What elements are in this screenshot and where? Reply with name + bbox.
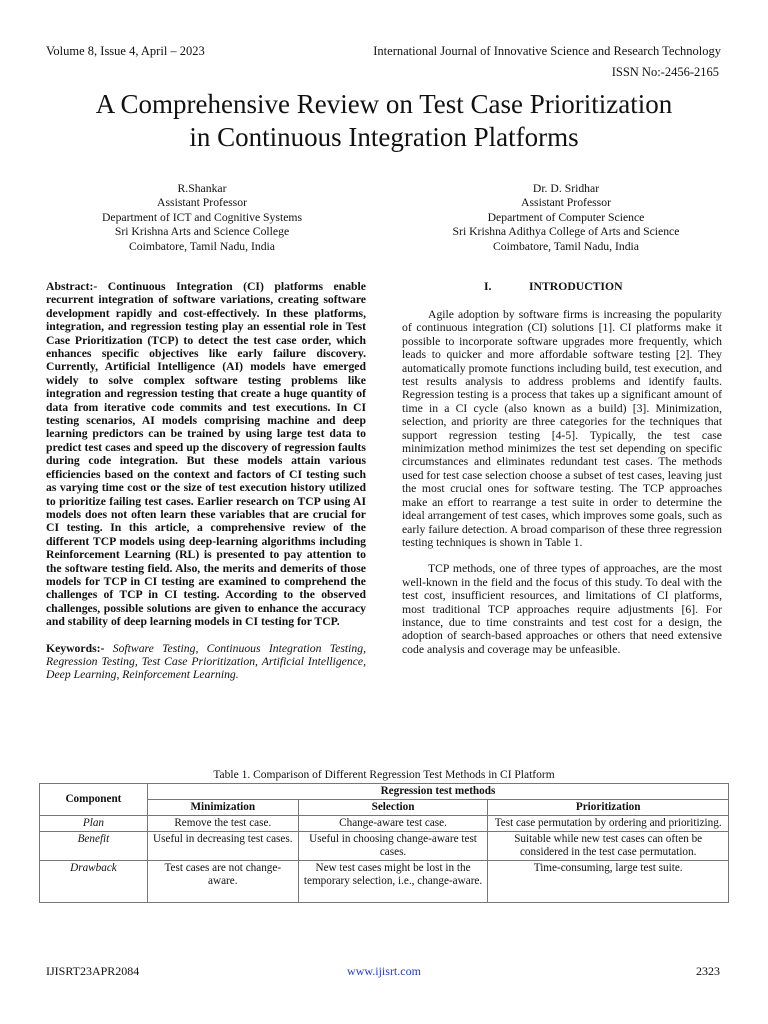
table-cell: Useful in decreasing test cases. (147, 832, 298, 861)
intro-paragraph-2: TCP methods, one of three types of approaches, are the most well-known in the field and the focus of this study. To deal with the test cost, insufficient resources, and limitations of CI platforms, most traditional TCP approaches require adjustments [6]. For instance, due to time constraints and test cost for a design, the adoption of search-based approaches or others that need extensive code analysis and coverage may be unfeasible. (402, 562, 722, 656)
table-cell: Time-consuming, large test suite. (488, 861, 729, 903)
author-department: Department of Computer Science (487, 210, 645, 224)
author-city: Coimbatore, Tamil Nadu, India (128, 239, 275, 253)
row-label: Benefit (40, 832, 148, 861)
table-cell: Test case permutation by ordering and prioritizing. (488, 816, 729, 832)
author-role: Assistant Professor (521, 196, 611, 210)
issn: ISSN No:-2456-2165 (611, 65, 719, 79)
table-row (40, 861, 729, 903)
table-header-row (40, 784, 729, 800)
author-name: R.Shankar (177, 182, 227, 195)
column-header: Minimization (147, 800, 298, 816)
table-cell: Remove the test case. (147, 816, 298, 832)
abstract: Abstract:- Continuous Integration (CI) platforms enable recurrent integration of software variations, creating software development rapidly and cost-effectively. In these platforms, integration, and regression testing play an essential role in Test Case Prioritization (TCP) to detect the test case order, which enhances specific objectives like early failure discovery. Currently, Artificial Intelligence (AI) models have emerged widely to solve complex software testing problems like integration and regression testing that create a huge quantity of data from iterative code commits and test executions. In CI testing scenarios, AI models comprising machine and deep learning predictors can be trained by using large test data to predict test cases and speed up the discovery of regression faults during code integration. But these models attain various efficiencies based on the context and factors of CI testing such as varying time cost or the size of test execution history utilized to prioritize failing test cases. Earlier research on TCP using AI models does not often learn these variables that are crucial for CI testing. In this article, a comprehensive review of the different TCP models using deep-learning algorithms including Reinforcement Learning (RL) is presented to pay attention to the software testing field. Also, the merits and demerits of those models for TCP in CI testing are examined to comprehend the challenges of TCP in CI testing. According to the observed challenges, possible solutions are given to enhance the accuracy and stability of deep learning models in CI testing for TCP. (46, 280, 366, 629)
journal-volume: Volume 8, Issue 4, April – 2023 (46, 44, 205, 58)
row-label: Drawback (40, 861, 148, 903)
author-role: Assistant Professor (157, 196, 247, 210)
right-column (402, 280, 722, 669)
author-block-1 (52, 182, 352, 254)
paper-title (0, 88, 768, 154)
column-header: Prioritization (488, 800, 729, 816)
table-cell: New test cases might be lost in the temporary selection, i.e., change-aware. (298, 861, 488, 903)
comparison-table (39, 783, 729, 903)
journal-website-link[interactable]: www.ijisrt.com (347, 964, 421, 978)
table-caption: Table 1. Comparison of Different Regression Test Methods in CI Platform (213, 769, 555, 781)
table-cell: Change-aware test case. (298, 816, 488, 832)
left-column (46, 280, 366, 682)
column-header: Selection (298, 800, 488, 816)
section-heading (402, 280, 722, 294)
section-number: I. (484, 280, 492, 293)
author-college: Sri Krishna Adithya College of Arts and Science (452, 225, 680, 239)
title-line-2: in Continuous Integration Platforms (189, 122, 579, 152)
table-row (40, 832, 729, 861)
author-department: Department of ICT and Cognitive Systems (101, 210, 303, 224)
title-line-1: A Comprehensive Review on Test Case Prioritization (95, 89, 673, 119)
intro-paragraph-1: Agile adoption by software firms is increasing the popularity of continuous integration (CI) solutions [1]. CI platforms make it possible to incorporate software upgrades more frequently, which leads to quicker and more affordable software testing [2]. They automatically promote functions including build, test execution, and test results analysis to address problems and identify faults. Regression testing is a process that takes up a significant amount of time in a CI cycle (also known as a build) [3]. Minimization, selection, and priority are three categories for the techniques that support regression testing [4-5]. Typically, the test case minimization method minimizes the test set depending on specific circumstances and eliminates redundant test cases. The methods used for test case selection choose a subset of test cases, leaving just the most crucial ones for software testing. The TCP approaches make an effort to rearrange a test suite in order to determine the ideal arrangement of test cases, which improves some goals, such as early failure detection. A broad comparison of these three regression testing techniques is shown in Table 1. (402, 308, 722, 549)
page-number: 2323 (696, 964, 720, 978)
methods-group-header: Regression test methods (147, 784, 728, 800)
author-college: Sri Krishna Arts and Science College (114, 225, 290, 239)
keywords (46, 642, 366, 682)
keywords-label: Keywords:- (46, 641, 105, 655)
author-name: Dr. D. Sridhar (532, 182, 600, 195)
author-block-2 (416, 182, 716, 254)
keywords-text: Software Testing, Continuous Integration Testing, Regression Testing, Test Case Prioritization, Artificial Intelligence, Deep Learning, Reinforcement Learning. (46, 641, 366, 682)
author-city: Coimbatore, Tamil Nadu, India (492, 239, 639, 253)
component-header: Component (40, 784, 148, 816)
paper-id: IJISRT23APR2084 (46, 964, 140, 978)
section-title: INTRODUCTION (529, 280, 623, 293)
table-cell: Suitable while new test cases can often be considered in the test case permutation. (488, 832, 729, 861)
table-cell: Useful in choosing change-aware test cases. (298, 832, 488, 861)
table-row (40, 816, 729, 832)
table-cell: Test cases are not change-aware. (147, 861, 298, 903)
journal-name: International Journal of Innovative Science and Research Technology (373, 44, 721, 58)
row-label: Plan (40, 816, 148, 832)
